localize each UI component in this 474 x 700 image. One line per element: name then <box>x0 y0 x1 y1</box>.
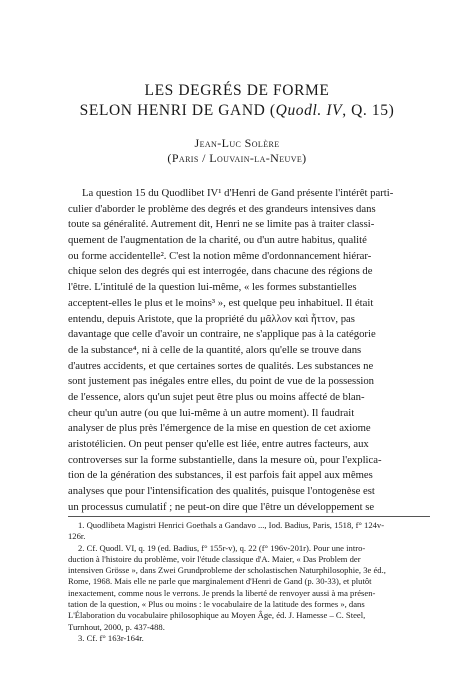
author-name: Jean-Luc Solère <box>194 136 280 150</box>
body-line: toute sa généralité. Autrement dit, Henri ne se limite pas à traiter classi- <box>68 218 375 231</box>
body-line: un processus cumulatif ; ne peut-on dire que l'être un développement se <box>68 500 375 513</box>
title-suffix: , Q. 15) <box>342 102 395 119</box>
body-line: l'être. L'intitulé de la question lui-même, « les formes substantielles <box>68 281 357 294</box>
body-line: analyser de plus près l'émergence de la mise en question de cet axiome <box>68 422 371 435</box>
footnote-line: L'Élaboration du vocabulaire philosophique au Moyen Âge, éd. J. Hamesse – C. Steel, <box>68 610 366 621</box>
footnote-line: Rome, 1968. Mais elle ne parle que marginalement d'Henri de Gand (p. 30-33), et plutôt <box>68 576 372 587</box>
body-line: ou forme accidentelle². C'est la notion même d'ordonnancement hiérar- <box>68 249 372 262</box>
body-line: La question 15 du Quodlibet IV¹ d'Henri de Gand présente l'intérêt parti- <box>82 187 394 199</box>
footnote-line: inexactement, comme nous le verrons. Je prends la liberté de renvoyer aussi à ma présen- <box>68 587 376 598</box>
title-prefix: SELON HENRI DE GAND ( <box>79 102 276 119</box>
footnote-line: 3. Cf. f° 163r-164r. <box>78 632 144 643</box>
body-line: sont justement pas inégales entre elles, du point de vue de la possession <box>68 375 375 388</box>
body-line: analyses que pour l'intensification des qualités, puisque l'ontogenèse est <box>68 485 375 498</box>
footnote-line: intensiven Grösse », dans Zwei Grundprobleme der scholastischen Naturphilosophie, 3e éd., <box>68 565 386 576</box>
body-line: tion de la génération des substances, il est parfois fait appel aux mêmes <box>68 469 373 482</box>
article-title-line-2 <box>0 101 474 120</box>
body-paragraph <box>68 186 430 515</box>
body-line: cheur qu'un autre (ou que lui-même à un autre moment). Il faudrait <box>68 406 355 419</box>
author-affiliation: (Paris / Louvain-la-Neuve) <box>167 151 307 165</box>
body-line: de l'essence, alors qu'un sujet peut être plus ou moins affecté de blan- <box>68 390 365 403</box>
body-line: davantage que celle d'avoir un contraire, ne s'applique pas à la catégorie <box>68 328 376 341</box>
footnote-line: Turnhout, 2000, p. 437-488. <box>68 621 165 632</box>
body-line: d'autres accidents, et que certaines sortes de qualités. Les substances ne <box>68 359 374 372</box>
footnote-line: duction à l'histoire du problème, voir l'étude classique d'A. Maier, « Das Problem der <box>68 553 361 564</box>
footnote-line: tation de la question, « Plus ou moins : le vocabulaire de la latitude des formes », dans <box>68 599 365 610</box>
footnote-separator <box>68 516 430 517</box>
footnote-line: 126r. <box>68 531 86 542</box>
body-line: chique selon des degrés qui est interrogée, dans chacune des régions de <box>68 265 373 278</box>
footnote-line: 1. Quodlibeta Magistri Henrici Goethals a Gandavo ..., Iod. Badius, Paris, 1518, f° 124v- <box>78 520 385 530</box>
body-line: entendu, depuis Aristote, que la propriété du μᾶλλον καὶ ἧττον, pas <box>68 312 355 325</box>
body-line: controverses sur la forme substantielle, dans la mesure où, pour l'explica- <box>68 453 382 466</box>
body-line: acceptent-elles le plus et le moins³ », est quelque peu inhabituel. Il était <box>68 296 374 309</box>
body-line: culier d'aborder le problème des degrés et des grandeurs intensives dans <box>68 202 376 215</box>
body-line: aristotélicien. On peut penser qu'elle est liée, entre autres facteurs, aux <box>68 438 369 450</box>
body-line: quement de l'augmentation de la charité, ou d'un autre habitus, qualité <box>68 234 367 247</box>
footnote-line: 2. Cf. Quodl. VI, q. 19 (ed. Badius, f° 155r-v), q. 22 (f° 196v-201r). Pour une intro- <box>78 542 366 553</box>
title-italic-work: Quodl. IV <box>275 102 343 119</box>
body-line: de la substance⁴, ni à celle de la quantité, alors qu'elle se trouve dans <box>68 343 362 356</box>
footnotes <box>68 520 430 644</box>
article-title-line-1: LES DEGRÉS DE FORME <box>144 82 330 99</box>
